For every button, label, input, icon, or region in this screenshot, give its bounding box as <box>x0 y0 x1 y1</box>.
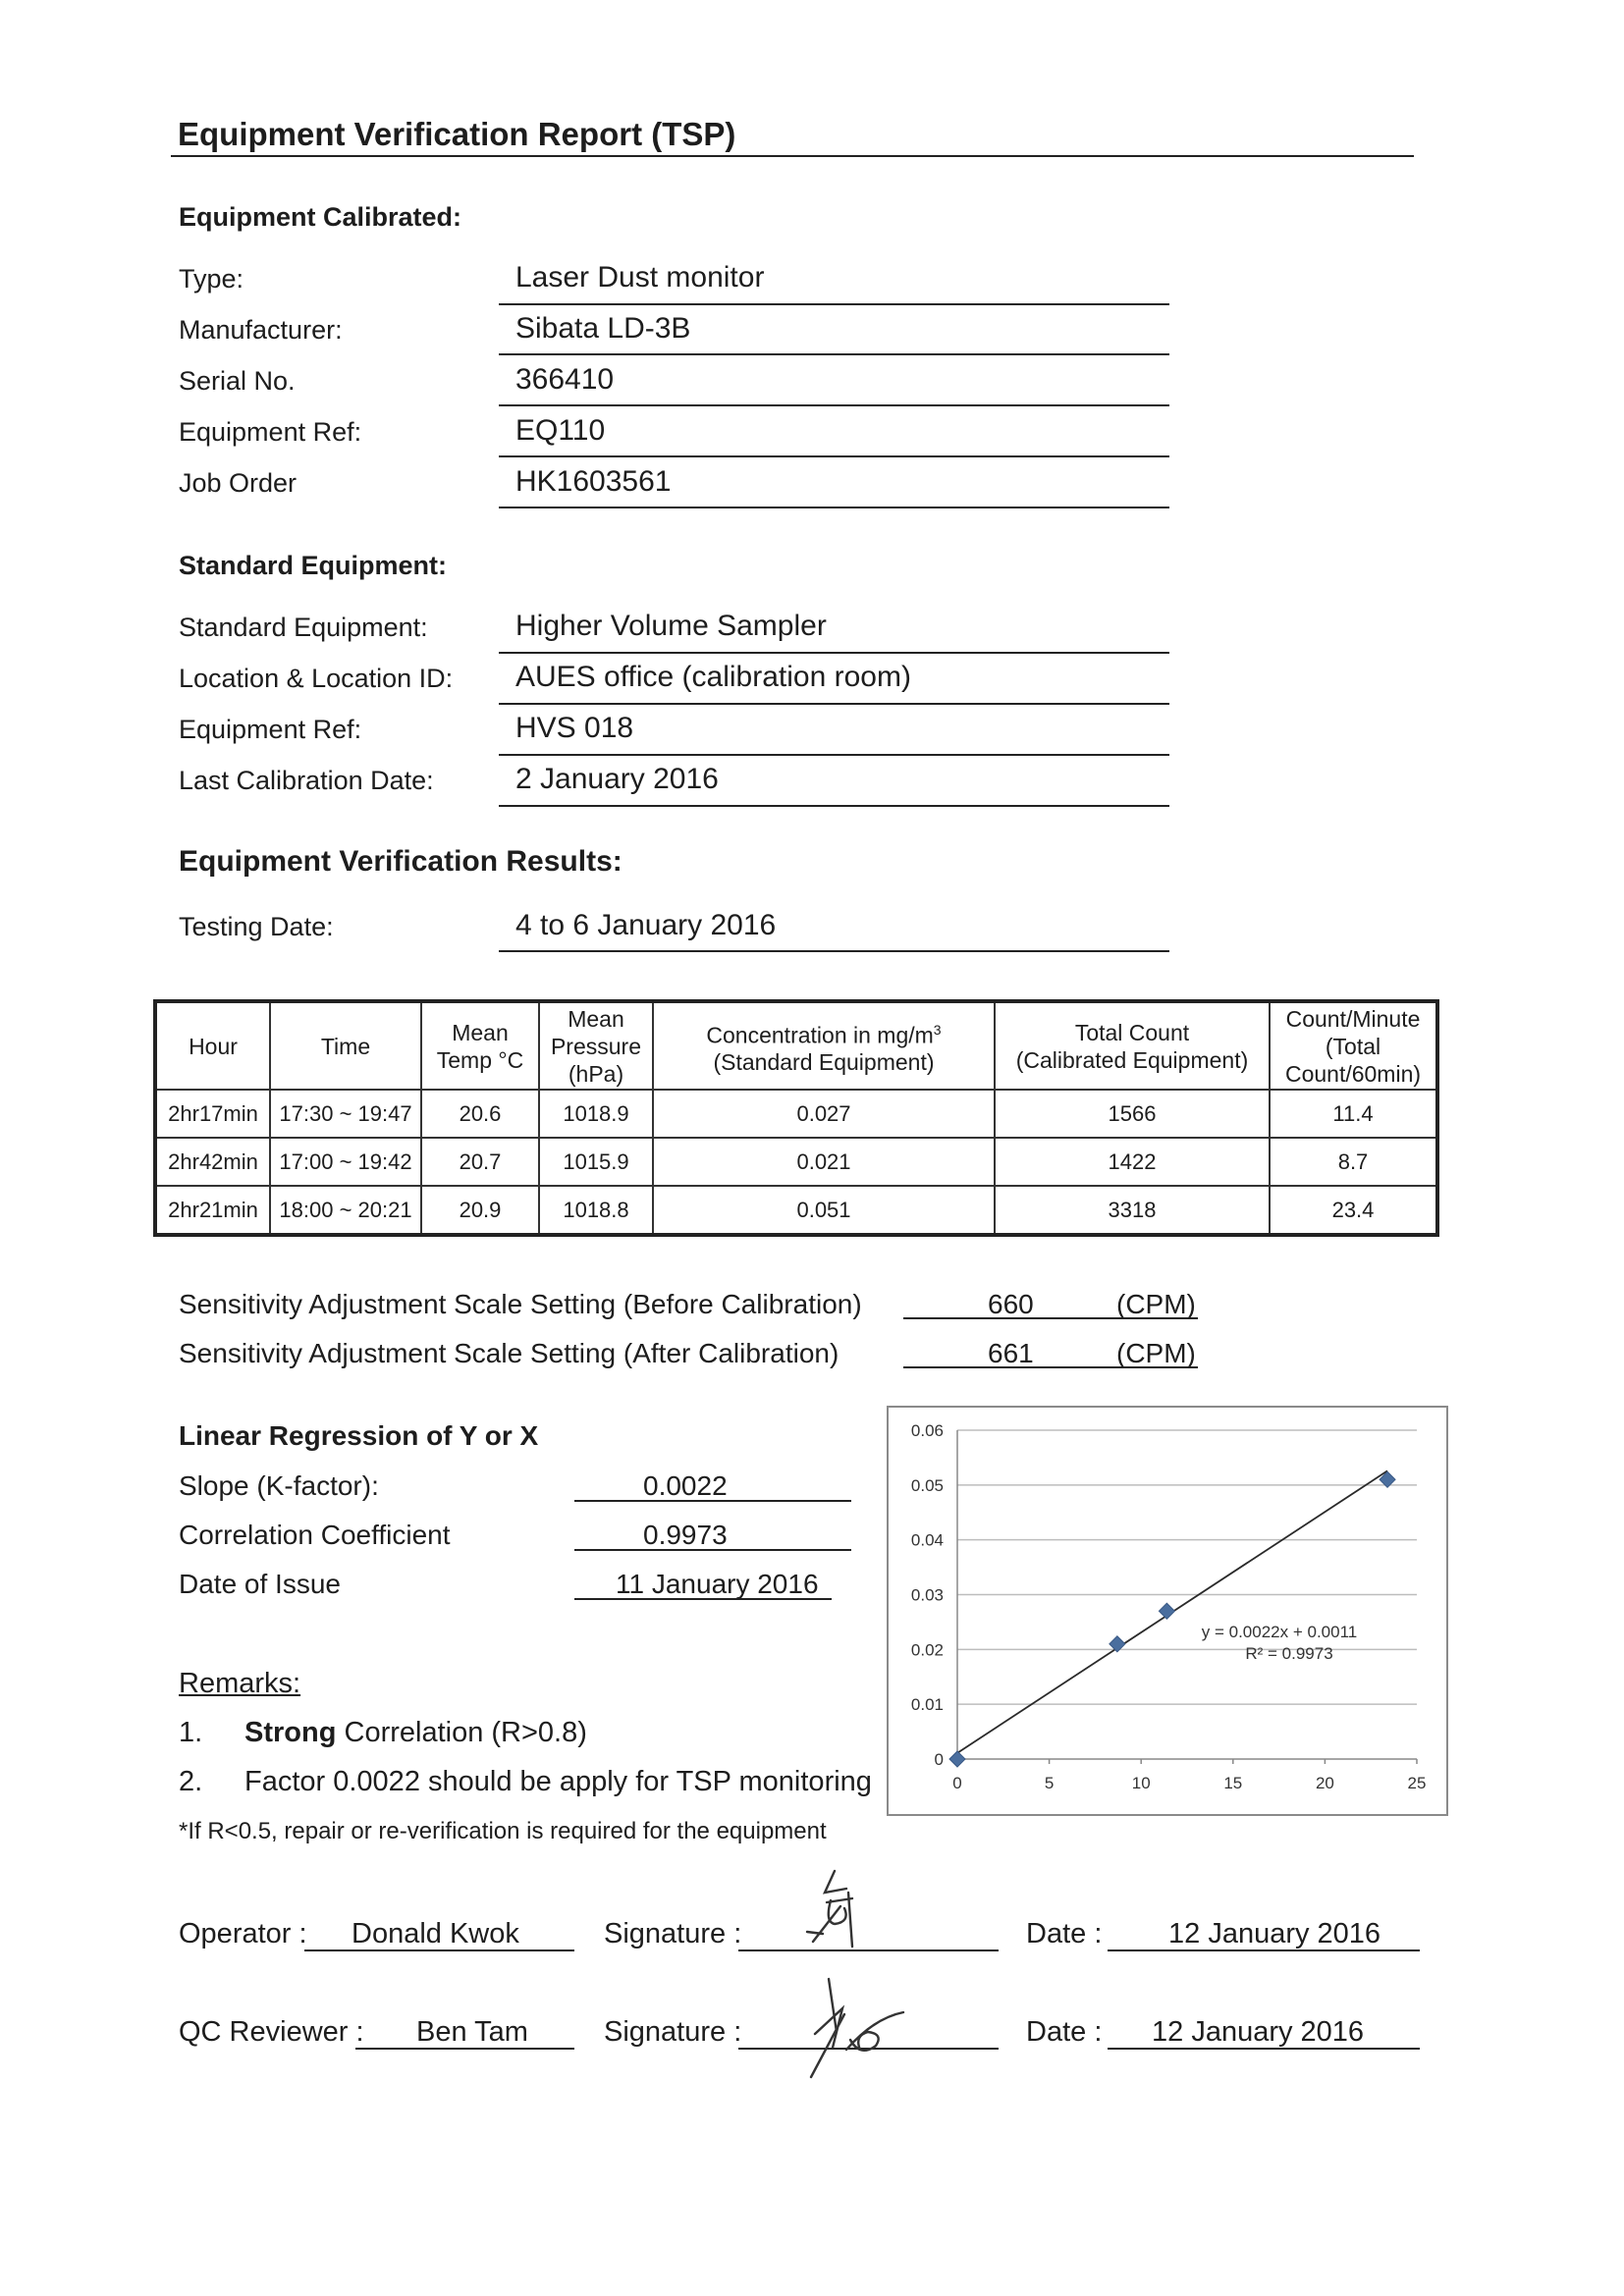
serial-underline <box>499 404 1169 406</box>
slope-underline <box>574 1500 851 1502</box>
cell-pressure: 1015.9 <box>539 1138 653 1186</box>
issue-date-underline <box>574 1598 832 1600</box>
remark-1-number: 1. <box>179 1717 203 1748</box>
standard-equipment-value: Higher Volume Sampler <box>515 610 827 642</box>
cell-total-count: 3318 <box>995 1186 1270 1235</box>
operator-date-underline <box>1108 1949 1420 1951</box>
type-label: Type: <box>179 264 244 294</box>
cell-hour: 2hr17min <box>155 1090 270 1138</box>
correlation-value: 0.9973 <box>643 1520 728 1550</box>
cell-pressure: 1018.9 <box>539 1090 653 1138</box>
table-row <box>155 1186 1437 1235</box>
testing-date-label: Testing Date: <box>179 912 334 941</box>
chart-x-tick-label: 5 <box>1044 1774 1055 1792</box>
title-rule <box>171 155 1414 157</box>
standard-ref-value: HVS 018 <box>515 712 634 744</box>
cell-hour: 2hr21min <box>155 1186 270 1235</box>
remark-1 <box>244 1717 587 1749</box>
qc-signature-label: Signature : <box>604 2016 742 2048</box>
regression-chart <box>887 1406 1448 1816</box>
qc-date-value: 12 January 2016 <box>1152 2016 1365 2048</box>
cell-pressure: 1018.8 <box>539 1186 653 1235</box>
table-row <box>155 1090 1437 1138</box>
serial-value: 366410 <box>515 363 615 396</box>
chart-y-tick-label: 0.03 <box>910 1585 944 1605</box>
location-underline <box>499 703 1169 705</box>
chart-x-tick-label: 15 <box>1223 1774 1243 1792</box>
chart-x-tick-label: 10 <box>1131 1774 1151 1792</box>
issue-date-label: Date of Issue <box>179 1569 341 1599</box>
qc-label: QC Reviewer : <box>179 2016 364 2048</box>
cell-concentration: 0.051 <box>653 1186 995 1235</box>
issue-date-value: 11 January 2016 <box>616 1569 819 1599</box>
job-order-underline <box>499 507 1169 508</box>
slope-label: Slope (K-factor): <box>179 1470 379 1501</box>
remark-1-bold: Strong <box>244 1717 337 1748</box>
testing-date-underline <box>499 950 1169 952</box>
equipment-ref-label: Equipment Ref: <box>179 417 362 447</box>
remarks-note: *If R<0.5, repair or re-verification is required for the equipment <box>179 1818 827 1844</box>
sensitivity-after-value: 661 <box>988 1338 1034 1368</box>
manufacturer-underline <box>499 353 1169 355</box>
serial-label: Serial No. <box>179 366 296 396</box>
chart-x-tick-label: 25 <box>1407 1774 1427 1792</box>
qc-signature <box>785 1975 923 2083</box>
location-label: Location & Location ID: <box>179 664 454 693</box>
cell-temp: 20.9 <box>421 1186 539 1235</box>
cell-temp: 20.7 <box>421 1138 539 1186</box>
col-mean-pressure: Mean Pressure (hPa) <box>539 1001 653 1090</box>
qc-name: Ben Tam <box>416 2016 528 2048</box>
sensitivity-before-value: 660 <box>988 1289 1034 1319</box>
chart-y-tick-label: 0.04 <box>910 1530 944 1550</box>
remark-2-number: 2. <box>179 1766 203 1797</box>
cell-hour: 2hr42min <box>155 1138 270 1186</box>
cell-total-count: 1566 <box>995 1090 1270 1138</box>
equipment-ref-value: EQ110 <box>515 414 606 447</box>
type-value: Laser Dust monitor <box>515 261 765 294</box>
chart-y-tick-label: 0.01 <box>910 1695 944 1715</box>
cell-concentration: 0.021 <box>653 1138 995 1186</box>
sensitivity-after-underline <box>903 1366 1198 1368</box>
remark-2-text: Factor 0.0022 should be apply for TSP monitoring <box>244 1766 872 1797</box>
chart-y-tick-label: 0 <box>934 1750 944 1769</box>
correlation-label: Correlation Coefficient <box>179 1520 451 1550</box>
operator-signature-label: Signature : <box>604 1918 742 1949</box>
chart-x-tick-label: 20 <box>1315 1774 1334 1792</box>
remark-1-text: Correlation (R>0.8) <box>336 1717 587 1748</box>
qc-underline <box>355 2048 574 2050</box>
operator-date-label: Date : <box>1026 1918 1103 1949</box>
results-table <box>153 999 1439 1237</box>
manufacturer-label: Manufacturer: <box>179 315 343 345</box>
job-order-label: Job Order <box>179 468 298 498</box>
chart-r2-label: R² = 0.9973 <box>1245 1644 1333 1663</box>
operator-date-value: 12 January 2016 <box>1168 1918 1381 1949</box>
operator-signature <box>795 1863 874 1961</box>
last-calibration-underline <box>499 805 1169 807</box>
correlation-underline <box>574 1549 851 1551</box>
testing-date-value: 4 to 6 January 2016 <box>515 909 777 941</box>
sensitivity-before-underline <box>903 1317 1198 1319</box>
col-time: Time <box>270 1001 421 1090</box>
cell-time: 18:00 ~ 20:21 <box>270 1186 421 1235</box>
operator-label: Operator : <box>179 1918 307 1949</box>
qc-date-underline <box>1108 2048 1420 2050</box>
cell-count-minute: 8.7 <box>1270 1138 1437 1186</box>
chart-y-tick-label: 0.06 <box>910 1421 944 1440</box>
sensitivity-after-unit: (CPM) <box>1116 1338 1196 1368</box>
operator-underline <box>304 1949 574 1951</box>
last-calibration-value: 2 January 2016 <box>515 763 719 795</box>
results-heading: Equipment Verification Results: <box>179 845 623 878</box>
cell-temp: 20.6 <box>421 1090 539 1138</box>
regression-heading: Linear Regression of Y or X <box>179 1420 539 1451</box>
chart-equation-label: y = 0.0022x + 0.0011 <box>1201 1623 1358 1641</box>
standard-equipment-underline <box>499 652 1169 654</box>
sensitivity-before-unit: (CPM) <box>1116 1289 1196 1319</box>
cell-concentration: 0.027 <box>653 1090 995 1138</box>
location-value: AUES office (calibration room) <box>515 661 911 693</box>
job-order-value: HK1603561 <box>515 465 672 498</box>
chart-y-tick-label: 0.02 <box>910 1640 944 1660</box>
report-title: Equipment Verification Report (TSP) <box>178 116 736 152</box>
cell-count-minute: 23.4 <box>1270 1186 1437 1235</box>
results-header-row <box>155 1001 1437 1090</box>
sensitivity-before-label: Sensitivity Adjustment Scale Setting (Before Calibration) <box>179 1289 862 1319</box>
col-hour: Hour <box>155 1001 270 1090</box>
col-concentration: Concentration in $mg/m^3$ (Standard Equipment) <box>653 1001 995 1090</box>
col-total-count: Total Count (Calibrated Equipment) <box>995 1001 1270 1090</box>
chart-y-tick-label: 0.05 <box>910 1475 944 1495</box>
chart-x-tick-label: 0 <box>952 1774 962 1792</box>
sensitivity-after-label: Sensitivity Adjustment Scale Setting (After Calibration) <box>179 1338 839 1368</box>
cell-count-minute: 11.4 <box>1270 1090 1437 1138</box>
cell-time: 17:30 ~ 19:47 <box>270 1090 421 1138</box>
qc-date-label: Date : <box>1026 2016 1103 2048</box>
remarks-heading: Remarks: <box>179 1668 301 1699</box>
standard-ref-label: Equipment Ref: <box>179 715 362 744</box>
slope-value: 0.0022 <box>643 1470 728 1501</box>
last-calibration-label: Last Calibration Date: <box>179 766 434 795</box>
standard-heading: Standard Equipment: <box>179 551 448 580</box>
cell-time: 17:00 ~ 19:42 <box>270 1138 421 1186</box>
calibrated-heading: Equipment Calibrated: <box>179 202 462 232</box>
type-underline <box>499 303 1169 305</box>
equipment-ref-underline <box>499 455 1169 457</box>
standard-equipment-label: Standard Equipment: <box>179 613 428 642</box>
operator-name: Donald Kwok <box>352 1918 519 1949</box>
manufacturer-value: Sibata LD-3B <box>515 312 691 345</box>
col-mean-temp: Mean Temp °C <box>421 1001 539 1090</box>
col-count-minute: Count/Minute (Total Count/60min) <box>1270 1001 1437 1090</box>
table-row <box>155 1138 1437 1186</box>
standard-ref-underline <box>499 754 1169 756</box>
cell-total-count: 1422 <box>995 1138 1270 1186</box>
